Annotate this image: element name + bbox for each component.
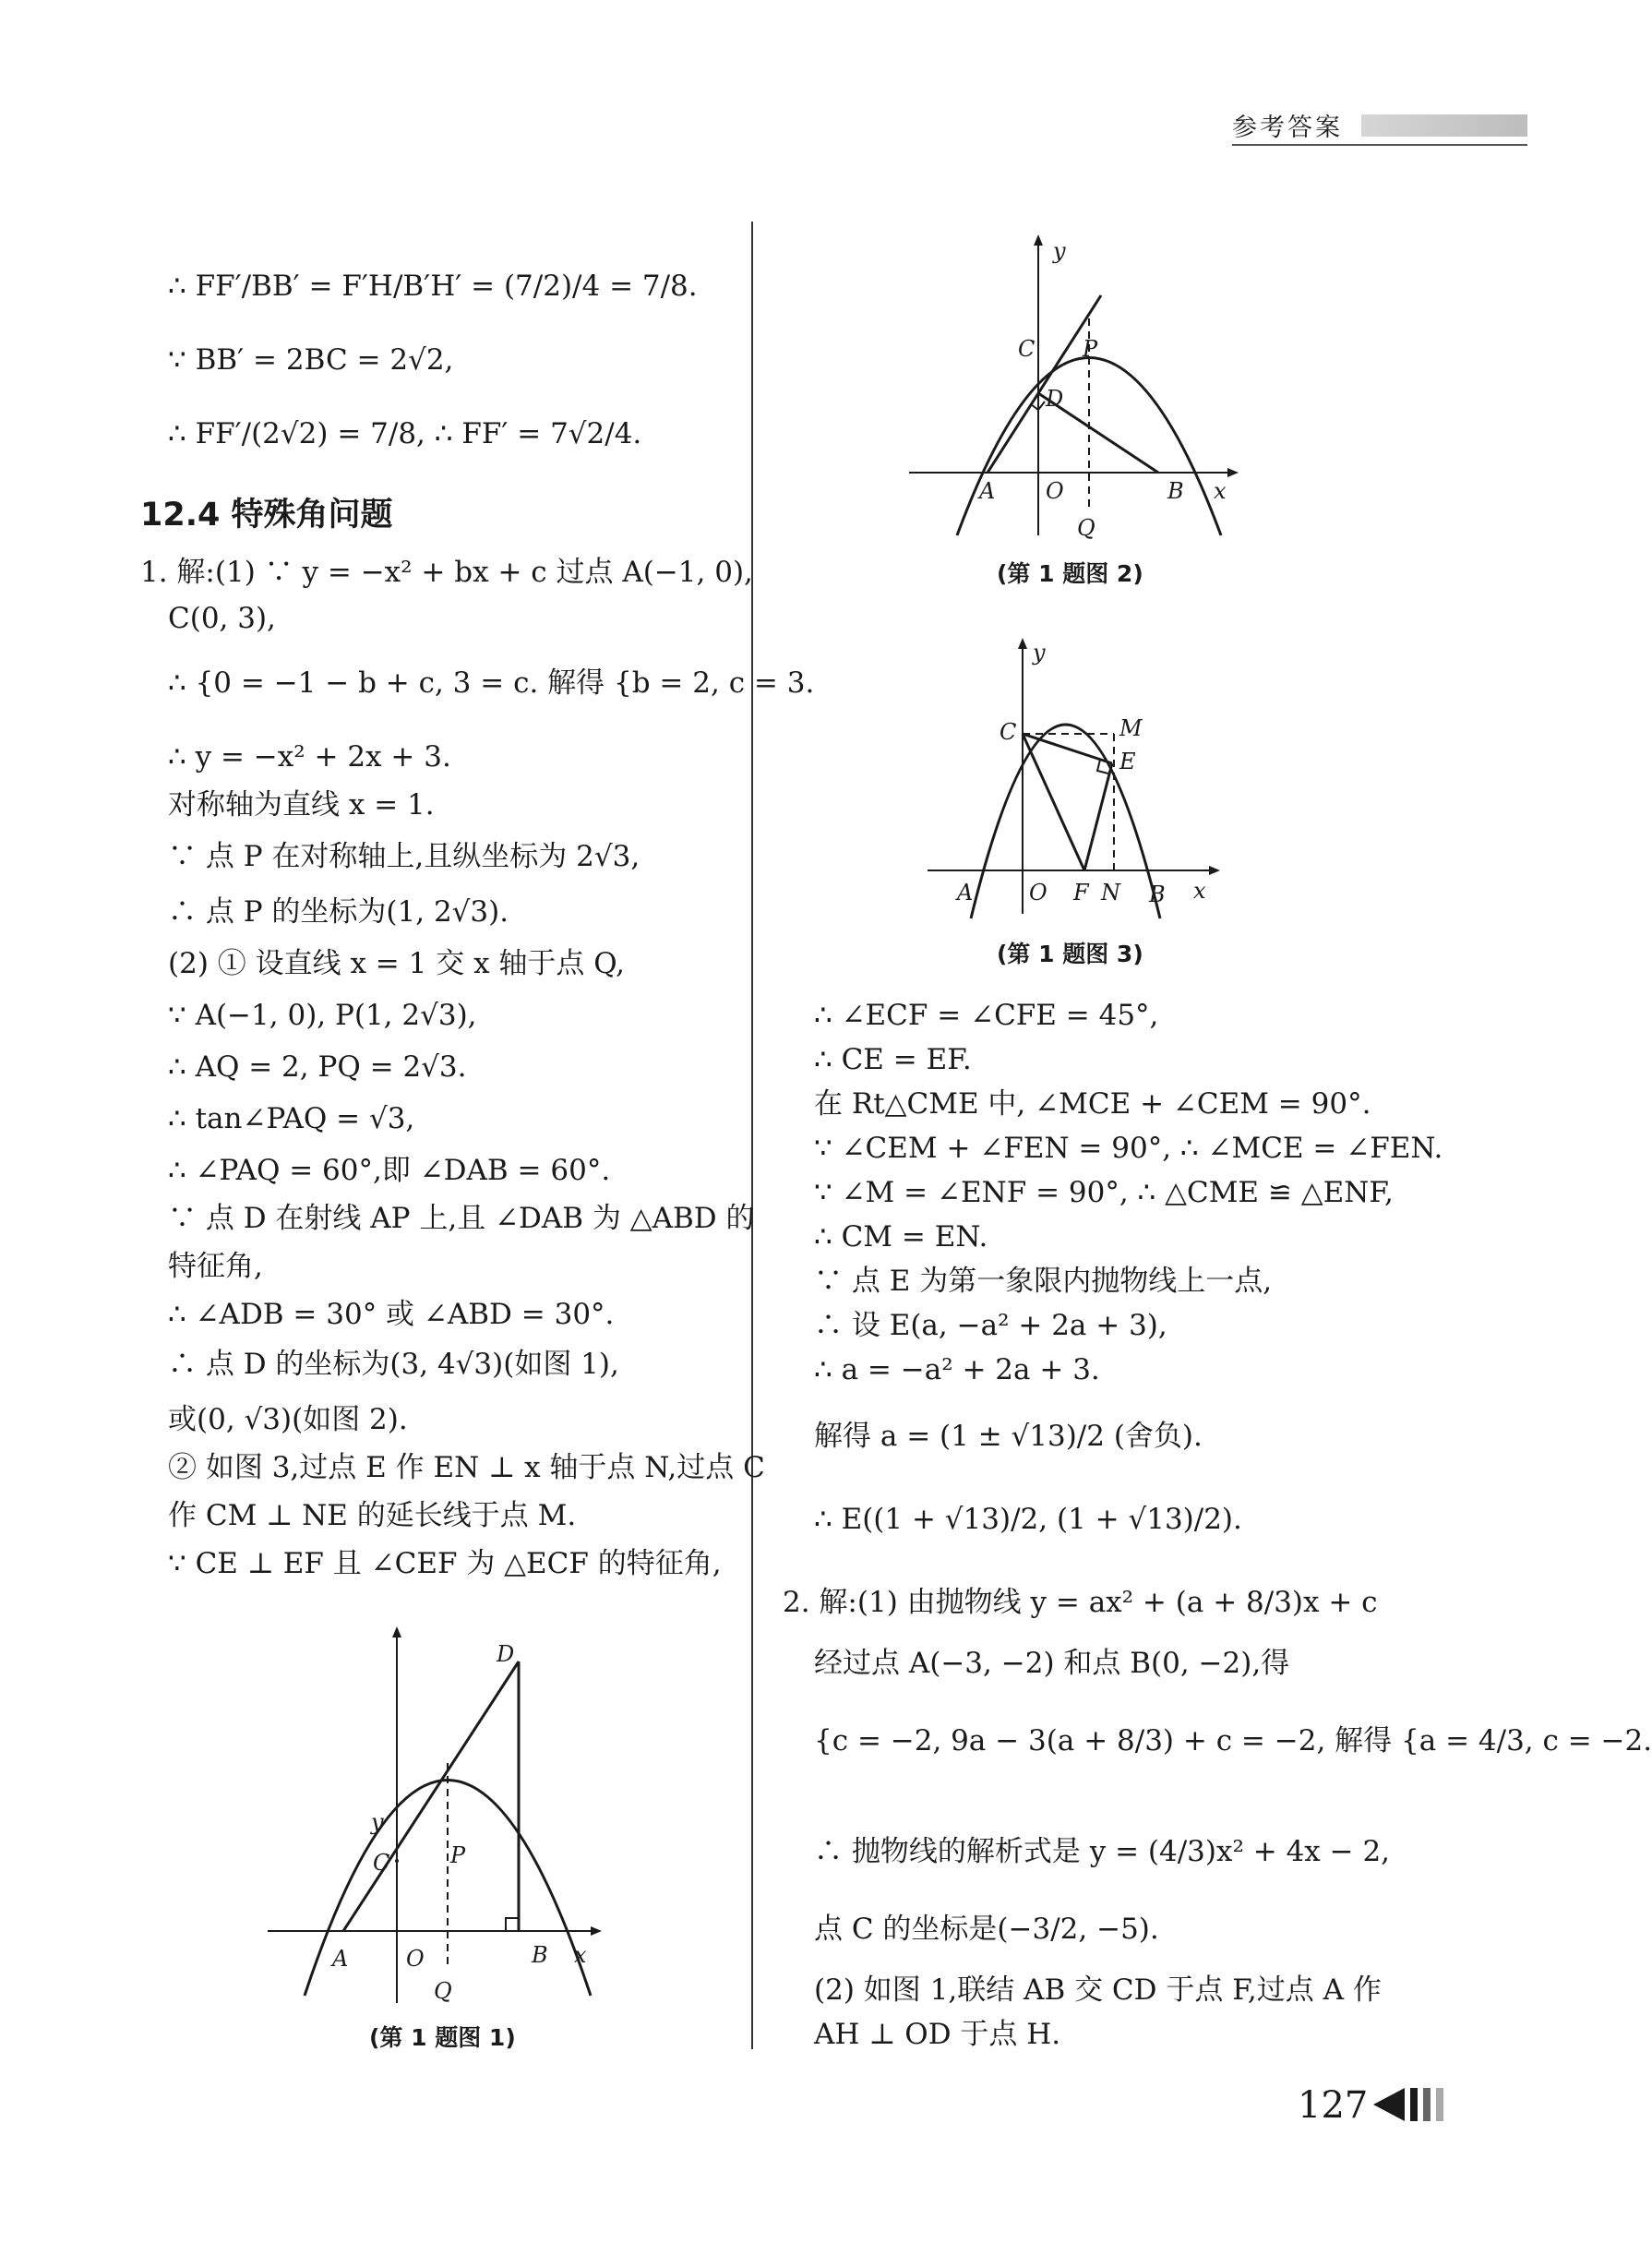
fig1-label-d: D xyxy=(497,1641,515,1667)
fig3-label-c: C xyxy=(1000,719,1017,745)
fig3-label-a: A xyxy=(957,880,974,906)
left-line-19: ∴ 点 D 的坐标为(3, 4√3)(如图 1), xyxy=(168,1348,619,1381)
fig2-caption: (第 1 题图 2) xyxy=(997,560,1143,587)
right-line-6: ∵ 点 E 为第一象限内抛物线上一点, xyxy=(814,1265,1273,1298)
fig2-label-y: y xyxy=(1053,238,1066,264)
figure-2 xyxy=(900,231,1241,545)
fig3-x-arrow xyxy=(1209,866,1220,875)
right-line-13: {c = −2, 9a − 3(a + 8/3) + c = −2, 解得 {a = 4/3, c = −2. xyxy=(814,1724,1652,1757)
left-line-1: ∵ BB′ = 2BC = 2√2, xyxy=(168,343,454,377)
right-line-8: ∴ a = −a² + 2a + 3. xyxy=(814,1353,1100,1386)
fig1-label-x: x xyxy=(574,1942,587,1968)
right-line-12: 经过点 A(−3, −2) 和点 B(0, −2),得 xyxy=(814,1647,1290,1680)
fig1-x-arrow xyxy=(591,1926,602,1936)
fig2-label-b: B xyxy=(1167,478,1184,504)
fig1-label-y: y xyxy=(371,1809,384,1835)
fig3-line-ef xyxy=(1084,763,1112,870)
fig3-label-f: F xyxy=(1073,880,1089,906)
page-bar-2 xyxy=(1423,2088,1431,2121)
fig2-x-arrow xyxy=(1227,468,1239,477)
left-line-5: C(0, 3), xyxy=(168,602,276,635)
fig2-line-ap xyxy=(988,295,1101,473)
right-line-9: 解得 a = (1 ± √13)/2 (舍负). xyxy=(814,1420,1203,1453)
fig1-label-a: A xyxy=(332,1946,349,1972)
left-line-4: 1. 解:(1) ∵ y = −x² + bx + c 过点 A(−1, 0), xyxy=(140,556,753,589)
right-line-16: (2) 如图 1,联结 AB 交 CD 于点 F,过点 A 作 xyxy=(814,1973,1382,2007)
right-line-3: ∵ ∠CEM + ∠FEN = 90°, ∴ ∠MCE = ∠FEN. xyxy=(814,1132,1443,1165)
header-rule xyxy=(1232,144,1527,146)
left-line-7: ∴ y = −x² + 2x + 3. xyxy=(168,740,451,774)
fig3-label-x: x xyxy=(1193,878,1206,904)
left-line-16: ∵ 点 D 在射线 AP 上,且 ∠DAB 为 △ABD 的 xyxy=(168,1202,755,1235)
fig2-label-q: Q xyxy=(1077,515,1095,541)
header-bar xyxy=(1361,114,1527,137)
left-line-2: ∴ FF′/(2√2) = 7/8, ∴ FF′ = 7√2/4. xyxy=(168,417,642,450)
right-line-2: 在 Rt△CME 中, ∠MCE + ∠CEM = 90°. xyxy=(814,1087,1371,1121)
page-bar-3 xyxy=(1436,2088,1443,2121)
left-line-22: 作 CM ⊥ NE 的延长线于点 M. xyxy=(168,1499,577,1532)
right-line-1: ∴ CE = EF. xyxy=(814,1043,972,1076)
right-line-14: ∴ 抛物线的解析式是 y = (4/3)x² + 4x − 2, xyxy=(814,1835,1391,1868)
fig3-label-o: O xyxy=(1029,880,1047,906)
fig1-label-c: C xyxy=(373,1850,390,1876)
fig2-label-o: O xyxy=(1046,478,1064,504)
left-line-11: (2) ① 设直线 x = 1 交 x 轴于点 Q, xyxy=(168,947,625,980)
fig3-label-m: M xyxy=(1119,715,1143,741)
fig1-label-b: B xyxy=(532,1942,548,1968)
fig1-label-p: P xyxy=(450,1842,466,1868)
figure-3 xyxy=(918,632,1232,928)
right-line-17: AH ⊥ OD 于点 H. xyxy=(814,2018,1061,2051)
left-line-17: 特征角, xyxy=(168,1250,263,1283)
fig2-y-arrow xyxy=(1034,234,1043,246)
fig2-label-a: A xyxy=(979,478,996,504)
page-bar-1 xyxy=(1410,2088,1418,2121)
page-arrow-icon xyxy=(1373,2088,1405,2121)
left-line-12: ∵ A(−1, 0), P(1, 2√3), xyxy=(168,999,477,1032)
fig3-label-n: N xyxy=(1101,880,1120,906)
fig1-label-o: O xyxy=(406,1946,425,1972)
right-line-4: ∵ ∠M = ∠ENF = 90°, ∴ △CME ≌ △ENF, xyxy=(814,1176,1394,1209)
left-line-18: ∴ ∠ADB = 30° 或 ∠ABD = 30°. xyxy=(168,1298,615,1331)
fig1-y-arrow xyxy=(392,1626,401,1637)
page-header xyxy=(1232,103,1527,146)
fig1-caption: (第 1 题图 1) xyxy=(369,2024,516,2051)
page-number: 127 xyxy=(1298,2084,1369,2127)
fig3-label-e: E xyxy=(1119,749,1136,774)
left-line-14: ∴ tan∠PAQ = √3, xyxy=(168,1102,415,1135)
fig3-label-y: y xyxy=(1033,640,1046,666)
fig2-label-x: x xyxy=(1214,478,1227,504)
right-line-5: ∴ CM = EN. xyxy=(814,1220,988,1253)
fig2-label-c: C xyxy=(1018,336,1035,362)
column-divider xyxy=(751,222,753,2049)
left-line-15: ∴ ∠PAQ = 60°,即 ∠DAB = 60°. xyxy=(168,1154,611,1187)
left-line-10: ∴ 点 P 的坐标为(1, 2√3). xyxy=(168,895,509,929)
left-line-9: ∵ 点 P 在对称轴上,且纵坐标为 2√3, xyxy=(168,840,640,873)
fig2-label-p: P xyxy=(1083,336,1098,362)
left-line-0: ∴ FF′/BB′ = F′H/B′H′ = (7/2)/4 = 7/8. xyxy=(168,270,698,303)
left-line-13: ∴ AQ = 2, PQ = 2√3. xyxy=(168,1050,467,1084)
right-line-0: ∴ ∠ECF = ∠CFE = 45°, xyxy=(814,999,1159,1032)
fig1-label-q: Q xyxy=(434,1978,452,2004)
right-line-7: ∴ 设 E(a, −a² + 2a + 3), xyxy=(814,1309,1167,1342)
fig3-line-cf xyxy=(1023,734,1084,870)
left-line-6: ∴ {0 = −1 − b + c, 3 = c. 解得 {b = 2, c = 3. xyxy=(168,666,815,700)
figure-1 xyxy=(258,1625,600,2012)
header-title: 参考答案 xyxy=(1232,114,1343,142)
right-line-11: 2. 解:(1) 由抛物线 y = ax² + (a + 8/3)x + c xyxy=(783,1586,1378,1619)
section-title: 12.4 特殊角问题 xyxy=(140,497,393,534)
fig3-label-b: B xyxy=(1149,882,1166,907)
left-line-8: 对称轴为直线 x = 1. xyxy=(168,788,435,822)
left-line-21: ② 如图 3,过点 E 作 EN ⊥ x 轴于点 N,过点 C xyxy=(168,1451,765,1484)
left-line-23: ∵ CE ⊥ EF 且 ∠CEF 为 △ECF 的特征角, xyxy=(168,1547,722,1580)
fig1-line-ad xyxy=(343,1661,519,1931)
fig1-right-angle xyxy=(506,1918,519,1931)
left-line-20: 或(0, √3)(如图 2). xyxy=(168,1403,408,1436)
fig3-y-arrow xyxy=(1018,638,1027,649)
right-line-10: ∴ E((1 + √13)/2, (1 + √13)/2). xyxy=(814,1503,1242,1536)
fig3-caption: (第 1 题图 3) xyxy=(997,941,1143,967)
right-line-15: 点 C 的坐标是(−3/2, −5). xyxy=(814,1913,1159,1946)
fig2-label-d: D xyxy=(1046,386,1064,412)
